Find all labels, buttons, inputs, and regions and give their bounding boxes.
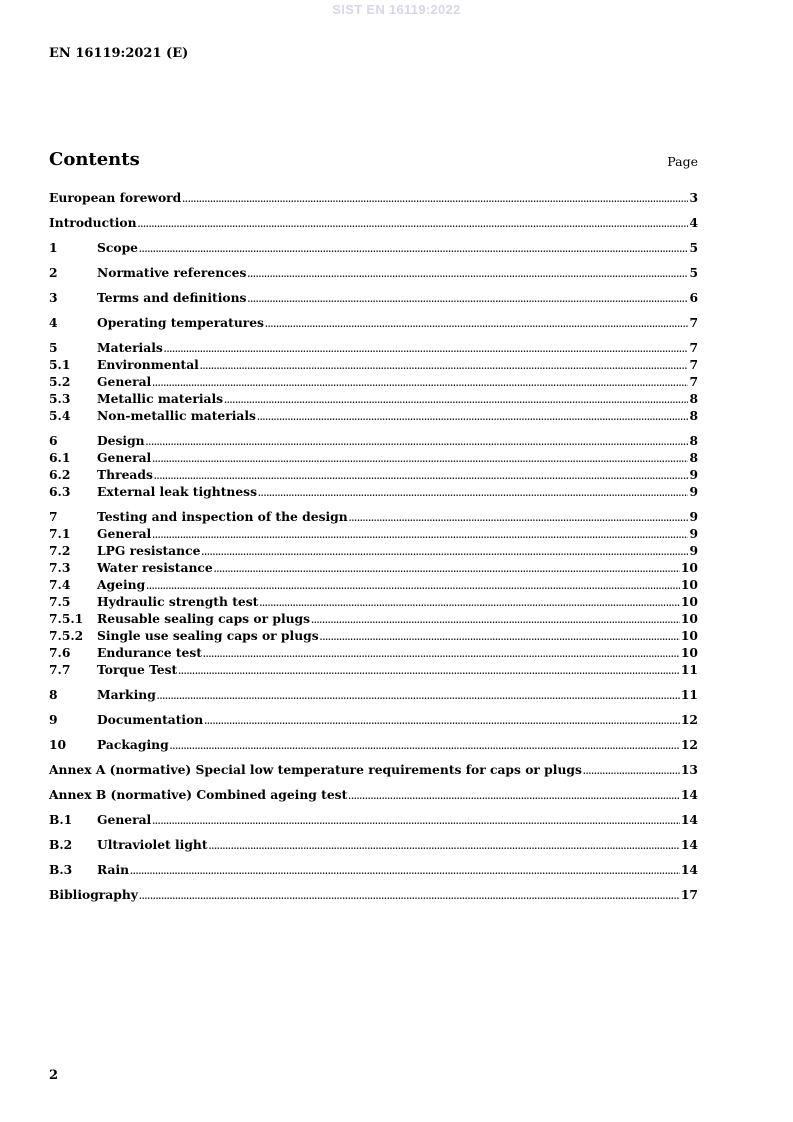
toc-entry-label: General	[97, 450, 152, 465]
toc-entry-page: 6	[689, 290, 698, 305]
toc-entry[interactable]	[49, 374, 698, 391]
toc-dot-leader	[146, 437, 689, 447]
toc-entry-page: 14	[680, 787, 698, 802]
toc-dot-leader	[152, 816, 680, 826]
toc-dot-leader	[201, 547, 688, 557]
toc-entry-label: Hydraulic strength test	[97, 594, 259, 609]
toc-entry-number: 7.6	[49, 645, 71, 660]
toc-entry-number: 5.4	[49, 408, 71, 423]
toc-entry-page: 8	[689, 433, 698, 448]
toc-dot-leader	[138, 219, 689, 229]
toc-entry-label: European foreword	[49, 190, 182, 205]
toc-entry[interactable]	[49, 526, 698, 543]
toc-entry-number: 2	[49, 265, 58, 280]
toc-entry-label: Endurance test	[97, 645, 202, 660]
toc-entry-number: 9	[49, 712, 58, 727]
toc-entry-label: Torque Test	[97, 662, 178, 677]
toc-dot-leader	[157, 691, 680, 701]
toc-entry[interactable]	[49, 762, 698, 779]
toc-entry-label: Bibliography	[49, 887, 138, 902]
toc-entry-label: Threads	[97, 467, 153, 482]
toc-entry-page: 10	[680, 645, 698, 660]
toc-entry-page: 10	[680, 611, 698, 626]
toc-entry-page: 7	[689, 374, 698, 389]
toc-entry[interactable]	[49, 484, 698, 501]
contents-title: Contents	[49, 149, 140, 170]
toc-entry[interactable]	[49, 560, 698, 577]
toc-dot-leader	[348, 791, 680, 801]
toc-entry[interactable]	[49, 357, 698, 374]
toc-dot-leader	[583, 766, 680, 776]
toc-entry-number: 7.4	[49, 577, 71, 592]
toc-entry-label: Introduction	[49, 215, 137, 230]
toc-entry-label: External leak tightness	[97, 484, 257, 499]
toc-entry-number: 6	[49, 433, 58, 448]
toc-dot-leader	[209, 841, 680, 851]
toc-entry-page: 8	[689, 391, 698, 406]
toc-entry[interactable]	[49, 467, 698, 484]
toc-entry-number: B.1	[49, 812, 73, 827]
document-id: EN 16119:2021 (E)	[49, 46, 189, 61]
toc-entry-label: Annex B (normative) Combined ageing test	[49, 787, 348, 802]
toc-dot-leader	[152, 530, 688, 540]
toc-entry-page: 3	[689, 190, 698, 205]
toc-entry-page: 14	[680, 837, 698, 852]
toc-entry-number: 7.5	[49, 594, 71, 609]
toc-entry-number: 7	[49, 509, 58, 524]
toc-entry[interactable]	[49, 645, 698, 662]
toc-dot-leader	[139, 891, 680, 901]
toc-entry-label: Materials	[97, 340, 163, 355]
toc-dot-leader	[258, 488, 688, 498]
toc-entry-number: B.2	[49, 837, 73, 852]
toc-entry[interactable]	[49, 215, 698, 232]
toc-entry-label: Ageing	[97, 577, 146, 592]
toc-entry-number: 3	[49, 290, 58, 305]
toc-entry[interactable]	[49, 687, 698, 704]
toc-dot-leader	[182, 194, 688, 204]
toc-entry-page: 8	[689, 450, 698, 465]
toc-entry-number: 1	[49, 240, 58, 255]
toc-dot-leader	[265, 319, 688, 329]
toc-entry-page: 9	[689, 526, 698, 541]
toc-entry-number: B.3	[49, 862, 73, 877]
toc-entry-page: 10	[680, 628, 698, 643]
toc-entry-number: 7.5.1	[49, 611, 84, 626]
toc-entry-label: Packaging	[97, 737, 169, 752]
toc-dot-leader	[146, 581, 680, 591]
toc-entry[interactable]	[49, 340, 698, 357]
toc-entry[interactable]	[49, 240, 698, 257]
toc-entry-number: 5	[49, 340, 58, 355]
toc-dot-leader	[257, 412, 688, 422]
toc-entry-page: 9	[689, 509, 698, 524]
toc-entry-label: Rain	[97, 862, 130, 877]
toc-dot-leader	[224, 395, 688, 405]
toc-entry-label: Water resistance	[97, 560, 213, 575]
toc-dot-leader	[152, 454, 688, 464]
toc-dot-leader	[170, 741, 680, 751]
toc-entry-number: 6.2	[49, 467, 71, 482]
toc-dot-leader	[178, 666, 680, 676]
toc-entry[interactable]	[49, 812, 698, 829]
toc-entry-page: 13	[680, 762, 698, 777]
toc-entry-number: 7.3	[49, 560, 71, 575]
toc-entry-page: 9	[689, 484, 698, 499]
toc-entry-page: 7	[689, 315, 698, 330]
toc-dot-leader	[139, 244, 688, 254]
toc-entry-label: General	[97, 812, 152, 827]
toc-entry-page: 14	[680, 812, 698, 827]
toc-dot-leader	[200, 361, 689, 371]
toc-entry-label: Scope	[97, 240, 138, 255]
toc-entry-label: General	[97, 374, 152, 389]
toc-entry-page: 10	[680, 594, 698, 609]
page-column-label: Page	[667, 154, 698, 169]
toc-dot-leader	[154, 471, 689, 481]
toc-entry[interactable]	[49, 837, 698, 854]
toc-entry-page: 12	[680, 737, 698, 752]
toc-entry-label: General	[97, 526, 152, 541]
toc-entry[interactable]	[49, 737, 698, 754]
toc-entry-label: Single use sealing caps or plugs	[97, 628, 319, 643]
toc-entry-page: 5	[689, 265, 698, 280]
toc-dot-leader	[203, 649, 680, 659]
toc-entry[interactable]	[49, 611, 698, 628]
toc-entry-page: 9	[689, 543, 698, 558]
toc-dot-leader	[247, 294, 688, 304]
toc-entry-label: Operating temperatures	[97, 315, 264, 330]
toc-entry-label: Ultraviolet light	[97, 837, 208, 852]
toc-dot-leader	[349, 513, 689, 523]
toc-entry-number: 10	[49, 737, 67, 752]
toc-entry-page: 5	[689, 240, 698, 255]
toc-entry[interactable]	[49, 408, 698, 425]
toc-entry-page: 8	[689, 408, 698, 423]
toc-entry-label: Annex A (normative) Special low temperature requirements for caps or plugs	[49, 762, 582, 777]
toc-entry[interactable]	[49, 450, 698, 467]
toc-entry-page: 11	[680, 687, 698, 702]
toc-entry[interactable]	[49, 628, 698, 645]
toc-entry-label: Testing and inspection of the design	[97, 509, 348, 524]
toc-entry-number: 7.7	[49, 662, 71, 677]
toc-entry-page: 4	[689, 215, 698, 230]
toc-entry-number: 5.2	[49, 374, 71, 389]
toc-dot-leader	[152, 378, 688, 388]
toc-entry-page: 10	[680, 577, 698, 592]
toc-entry-label: Environmental	[97, 357, 199, 372]
toc-entry[interactable]	[49, 509, 698, 526]
toc-entry[interactable]	[49, 577, 698, 594]
toc-entry-label: Documentation	[97, 712, 204, 727]
toc-entry-number: 6.3	[49, 484, 71, 499]
toc-entry-label: Reusable sealing caps or plugs	[97, 611, 311, 626]
toc-entry[interactable]	[49, 391, 698, 408]
toc-entry-number: 5.3	[49, 391, 71, 406]
toc-entry[interactable]	[49, 594, 698, 611]
toc-entry[interactable]	[49, 543, 698, 560]
toc-entry-page: 12	[680, 712, 698, 727]
toc-dot-leader	[259, 598, 680, 608]
toc-entry[interactable]	[49, 712, 698, 729]
toc-entry-number: 7.5.2	[49, 628, 84, 643]
toc-entry-label: Metallic materials	[97, 391, 224, 406]
toc-dot-leader	[320, 632, 680, 642]
toc-dot-leader	[164, 344, 689, 354]
toc-entry[interactable]	[49, 862, 698, 879]
toc-entry-page: 7	[689, 340, 698, 355]
toc-entry-number: 7.1	[49, 526, 71, 541]
toc-entry-page: 7	[689, 357, 698, 372]
toc-entry-page: 11	[680, 662, 698, 677]
toc-entry-number: 5.1	[49, 357, 71, 372]
toc-entry-label: Normative references	[97, 265, 247, 280]
toc-entry[interactable]	[49, 290, 698, 307]
toc-dot-leader	[247, 269, 688, 279]
toc-dot-leader	[204, 716, 680, 726]
toc-entry[interactable]	[49, 662, 698, 679]
toc-entry-label: LPG resistance	[97, 543, 201, 558]
toc-dot-leader	[130, 866, 680, 876]
toc-entry-number: 8	[49, 687, 58, 702]
toc-entry-number: 7.2	[49, 543, 71, 558]
toc-entry-label: Design	[97, 433, 145, 448]
toc-dot-leader	[214, 564, 680, 574]
toc-dot-leader	[311, 615, 680, 625]
page-number: 2	[49, 1068, 59, 1083]
toc-entry-number: 6.1	[49, 450, 71, 465]
toc-entry[interactable]	[49, 433, 698, 450]
watermark: SIST EN 16119:2022	[332, 2, 461, 17]
toc-entry-page: 17	[680, 887, 698, 902]
toc-entry[interactable]	[49, 315, 698, 332]
toc-entry-page: 10	[680, 560, 698, 575]
toc-entry[interactable]	[49, 887, 698, 904]
toc-entry-label: Non-metallic materials	[97, 408, 256, 423]
toc-entry[interactable]	[49, 190, 698, 207]
toc-entry[interactable]	[49, 787, 698, 804]
toc-entry-label: Terms and definitions	[97, 290, 247, 305]
toc-entry-page: 14	[680, 862, 698, 877]
toc-entry-number: 4	[49, 315, 58, 330]
toc-entry-label: Marking	[97, 687, 156, 702]
toc-entry[interactable]	[49, 265, 698, 282]
toc-entry-page: 9	[689, 467, 698, 482]
table-of-contents	[49, 190, 698, 904]
